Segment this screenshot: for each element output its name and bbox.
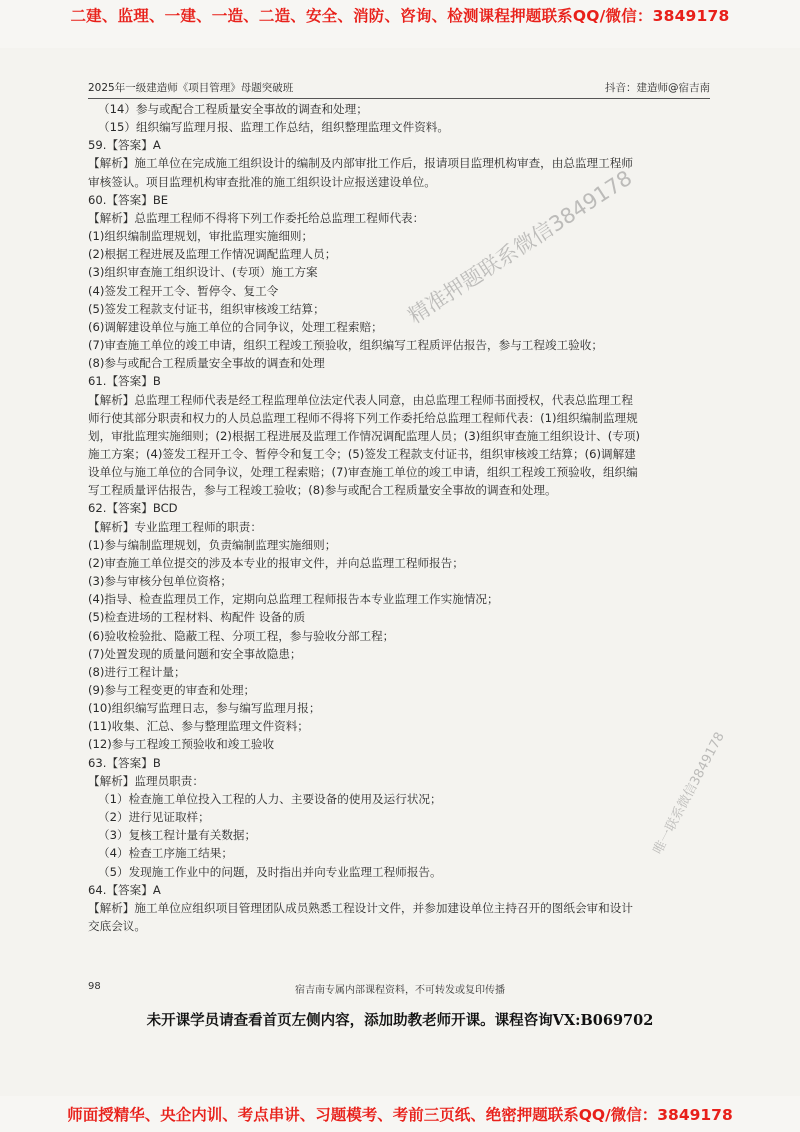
bottom-promo-banner: 师面授精华、央企内训、考点串讲、习题模考、考前三页纸、绝密押题联系QQ/微信：3849178 [67, 1106, 733, 1124]
text-line: (3)组织审查施工组织设计、(专项）施工方案 [88, 265, 318, 280]
text-line: （4）检查工序施工结果； [98, 846, 233, 861]
text-line: (4)签发工程开工令、暂停令、复工令 [88, 283, 279, 298]
text-line: （15）组织编写监理月报、监理工作总结，组织整理监理文件资料。 [98, 120, 449, 135]
text-line: 划，审批监理实施细则；(2)根据工程进展及监理工作情况调配监理人员；(3)组织审查施工组织设计、(专项) [88, 428, 641, 443]
watermark-side: 唯一联系微信3849178 [650, 729, 728, 857]
text-line: （14）参与或配合工程质量安全事故的调查和处理； [98, 102, 368, 116]
running-header [88, 80, 710, 99]
text-line: （5）发现施工作业中的问题，及时指出并向专业监理工程师报告。 [98, 864, 442, 879]
text-line: (12)参与工程竣工预验收和竣工验收 [88, 737, 275, 752]
text-line: 审核签认。项目监理机构审查批准的施工组织设计应报送建设单位。 [88, 174, 436, 189]
text-line: (1)参与编制监理规划，负责编制监理实施细则； [88, 537, 337, 552]
text-line: （1）检查施工单位投入工程的人力、主要设备的使用及运行状况； [98, 791, 442, 806]
text-line: 【解析】总监理工程师不得将下列工作委托给总监理工程师代表： [88, 210, 425, 225]
text-line: 61.【答案】B [88, 374, 161, 389]
text-line: (4)指导、检查监理员工作，定期向总监理工程师报告本专业监理工作实施情况； [88, 592, 499, 607]
text-line: 【解析】施工单位应组织项目管理团队成员熟悉工程设计文件，并参加建设单位主持召开的图纸会审和设计 [88, 900, 633, 915]
text-line: （2）进行见证取样； [98, 810, 210, 825]
text-line: (6)调解建设单位与施工单位的合同争议，处理工程索赔； [88, 319, 383, 334]
text-line: 写工程质量评估报告，参与工程竣工验收；(8)参与或配合工程质量安全事故的调查和处理。 [88, 483, 557, 498]
text-line: (11)收集、汇总、参与整理监理文件资料； [88, 719, 309, 734]
text-line: 63.【答案】B [88, 755, 161, 770]
text-line: 59.【答案】A [88, 138, 161, 153]
text-line: 【解析】总监理工程师代表是经工程监理单位法定代表人同意，由总监理工程师书面授权，代表总监理工程 [88, 392, 633, 407]
text-line: 施工方案；(4)签发工程开工令、暂停令和复工令；(5)签发工程款支付证书，组织审核竣工结算；(6)调解建 [88, 446, 636, 461]
text-line: 【解析】监理员职责： [88, 773, 204, 788]
text-line: 【解析】施工单位在完成施工组织设计的编制及内部审批工作后，报请项目监理机构审查，由总监理工程师 [88, 156, 633, 171]
text-line: (7)处置发现的质量问题和安全事故隐患； [88, 646, 302, 661]
footer-note: 宿吉南专属内部课程资料，不可转发或复印传播 [295, 985, 505, 996]
text-line: (6)验收检验批、隐蔽工程、分项工程，参与验收分部工程； [88, 628, 395, 643]
text-line: 师行使其部分职责和权力的人员总监理工程师不得将下列工作委托给总监理工程师代表：(1)组织编制监理规 [88, 410, 638, 425]
text-line: (3)参与审核分包单位资格； [88, 574, 232, 589]
text-line: 【解析】专业监理工程师的职责： [88, 519, 262, 534]
header-title: 2025年一级建造师《项目管理》母题突破班 [88, 82, 294, 94]
text-line: (8)进行工程计量； [88, 664, 186, 679]
page-content [88, 100, 710, 935]
text-line: (2)根据工程进展及监理工作情况调配监理人员； [88, 247, 337, 262]
text-line: (2)审查施工单位提交的涉及本专业的报审文件，并向总监理工程师报告； [88, 555, 464, 570]
text-line: 交底会议。 [88, 919, 146, 934]
text-line: 60.【答案】BE [88, 192, 169, 207]
top-promo-banner: 二建、监理、一建、一造、二造、安全、消防、咨询、检测课程押题联系QQ/微信：3849178 [70, 7, 730, 25]
text-line: 62.【答案】BCD [88, 501, 178, 516]
text-line: (1)组织编制监理规划，审批监理实施细则； [88, 229, 314, 244]
text-line: (10)组织编写监理日志，参与编写监理月报； [88, 701, 321, 716]
text-line: (7)审查施工单位的竣工申请，组织工程竣工预验收，组织编写工程质评估报告，参与工程竣工验收； [88, 338, 603, 353]
text-line: (5)签发工程款支付证书，组织审核竣工结算； [88, 301, 325, 316]
text-line: (9)参与工程变更的审查和处理； [88, 683, 256, 697]
text-line: (8)参与或配合工程质量安全事故的调查和处理 [88, 356, 325, 371]
page-number: 98 [88, 981, 101, 992]
watermark-main: 精准押题联系微信3849178 [403, 165, 637, 329]
text-line: 设单位与施工单位的合同争议，处理工程索赔；(7)审查施工单位的竣工申请，组织工程竣工预验收，组织编 [88, 465, 638, 480]
text-line: 64.【答案】A [88, 882, 161, 897]
text-line: (5)检查进场的工程材料、构配件 设备的质 [88, 610, 306, 625]
text-line: （3）复核工程计量有关数据； [98, 828, 257, 843]
header-author: 抖音：建造师@宿吉南 [605, 82, 710, 94]
course-consult-line: 未开课学员请查看首页左侧内容，添加助教老师开课。课程咨询VX:B069702 [146, 1012, 654, 1029]
